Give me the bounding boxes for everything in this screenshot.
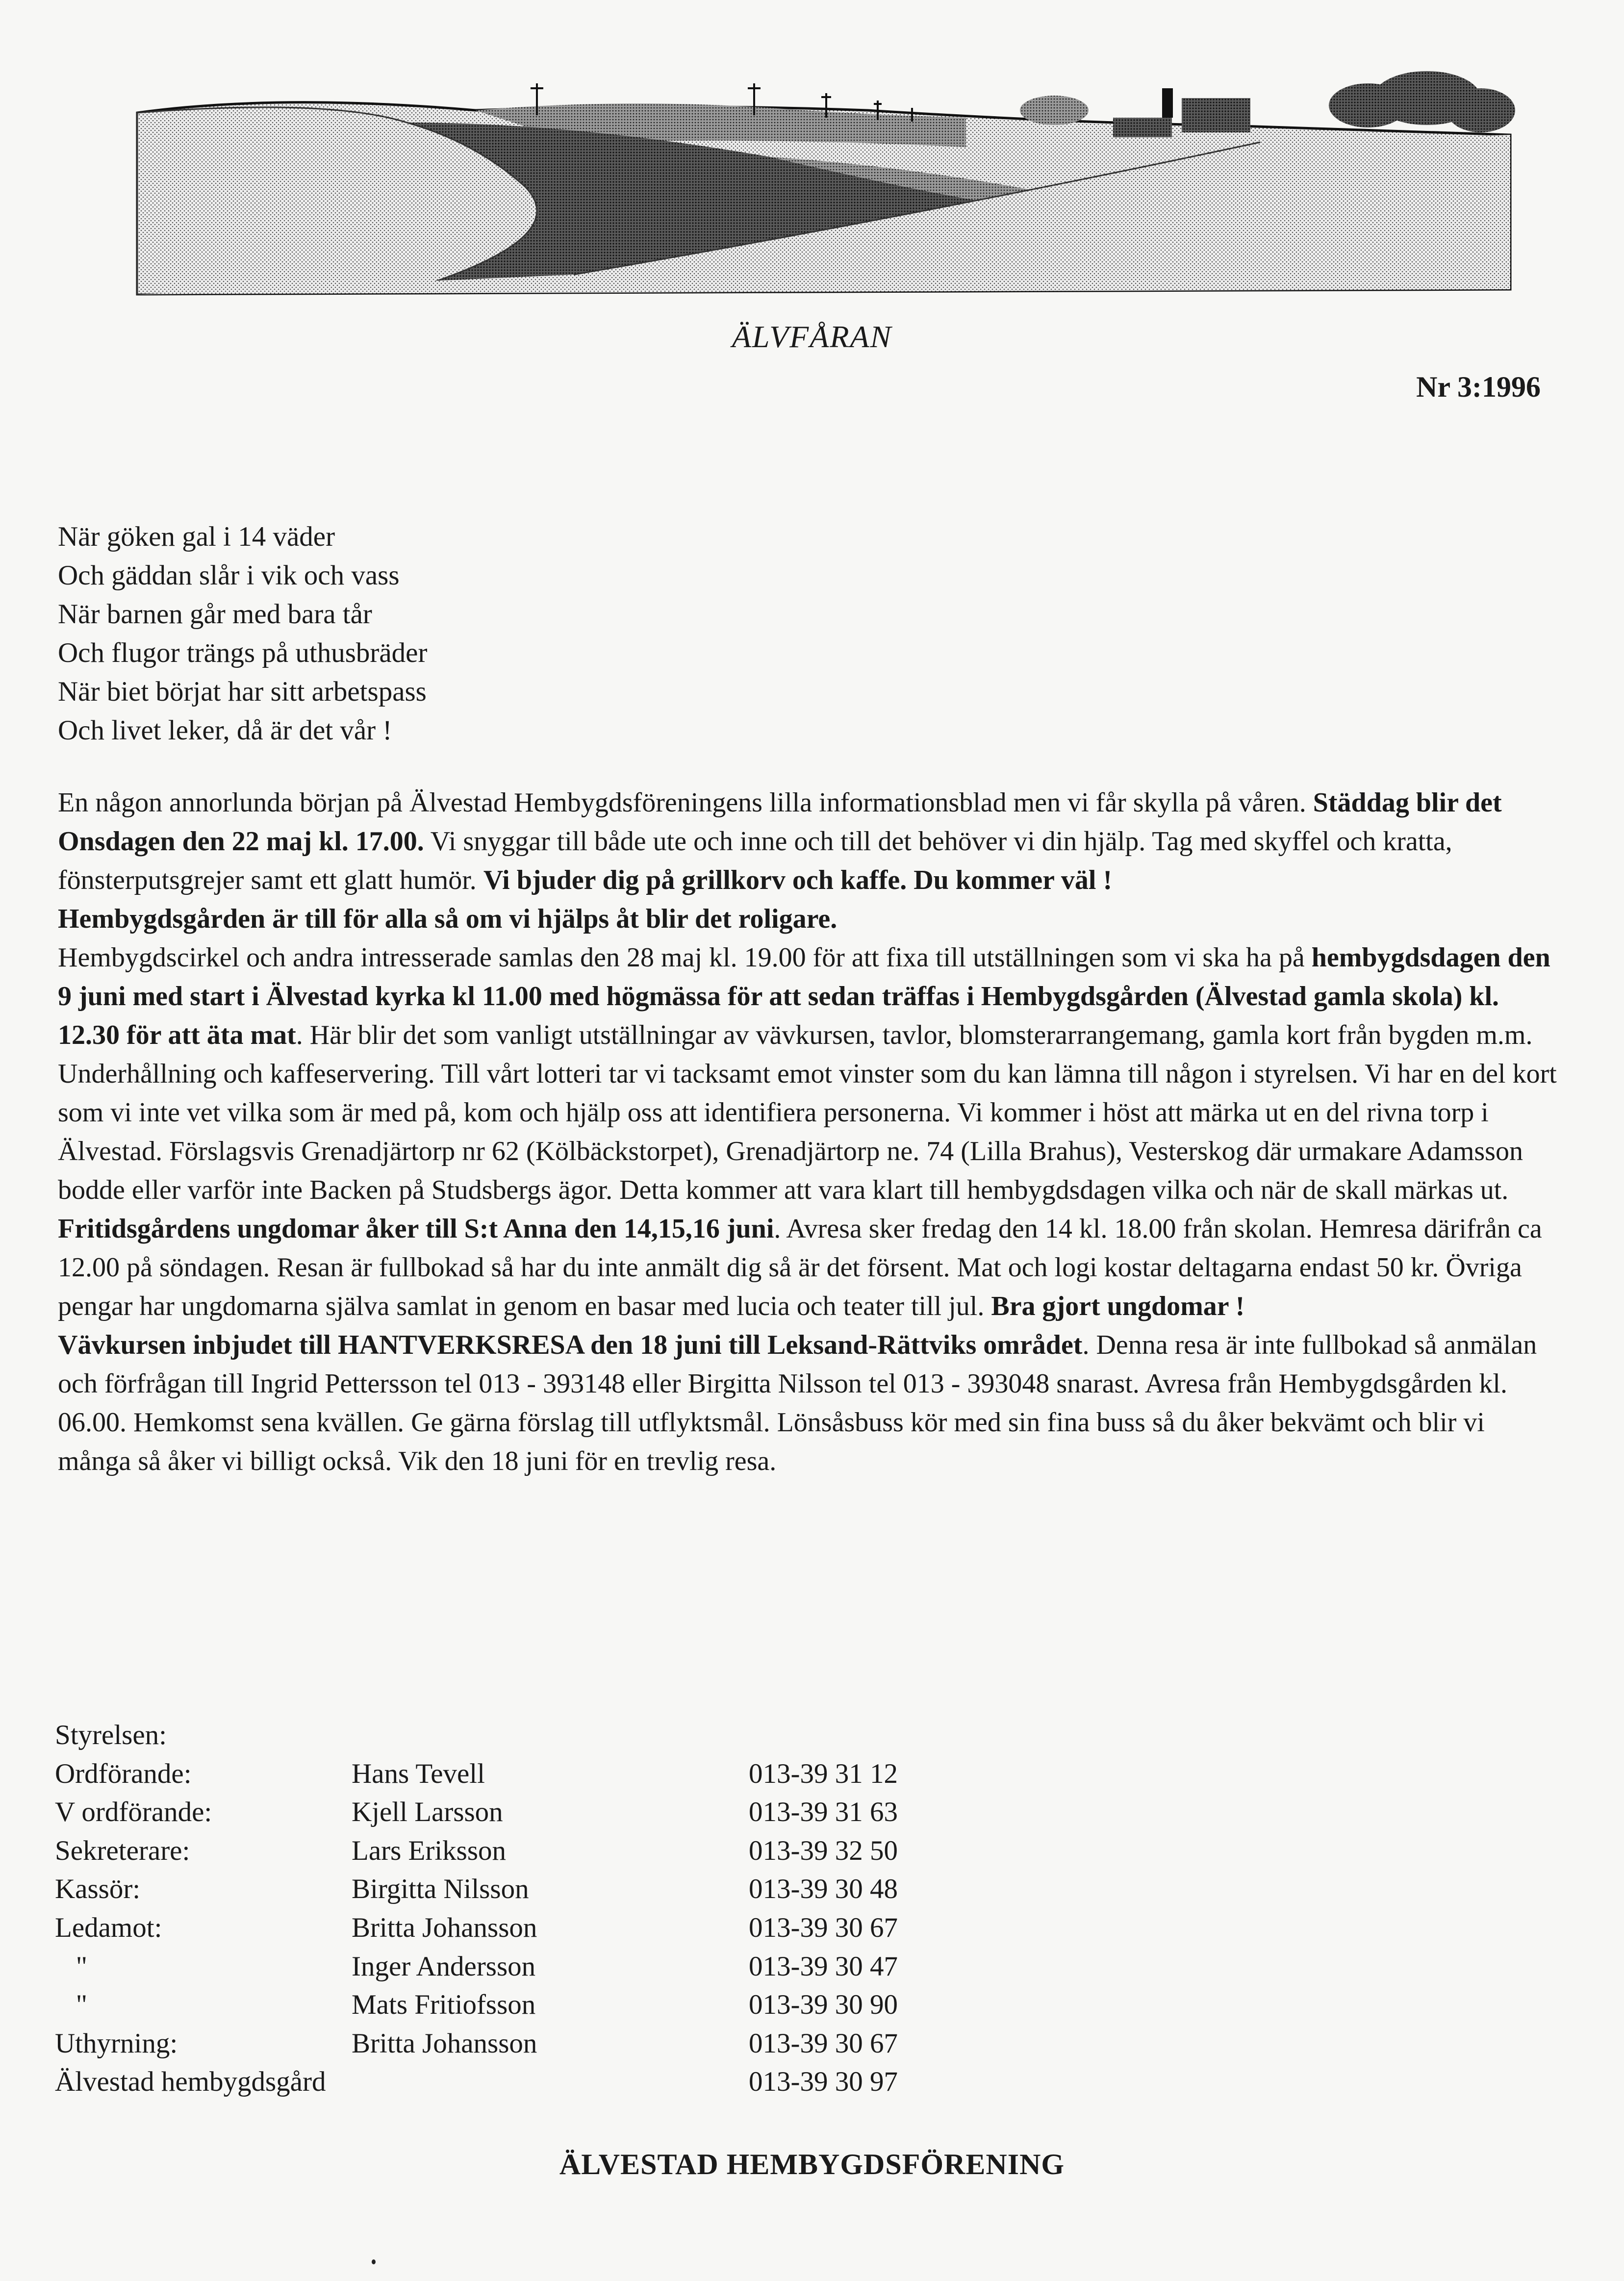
craft-trip-notice: Vävkursen inbjudet till HANTVERKSRESA den 18 juni till Leksand-Rättviks området — [58, 1330, 1083, 1360]
board-row: " Inger Andersson 013-39 30 47 — [55, 1951, 898, 1982]
landscape-illustration — [132, 69, 1515, 299]
article-body — [58, 784, 1558, 1481]
youth-trip-notice: Fritidsgårdens ungdomar åker till S:t Anna den 14,15,16 juni — [58, 1214, 774, 1244]
board-row: Älvestad hembygdsgård 013-39 30 97 — [55, 2066, 898, 2098]
board-list — [55, 1716, 994, 2102]
poem — [58, 517, 427, 750]
board-row: V ordförande: Kjell Larsson 013-39 31 63 — [55, 1797, 898, 1828]
paragraph-hembygdsgarden: Hembygdsgården är till för alla så om vi hjälps åt blir det roligare. — [58, 904, 837, 934]
board-row: Uthyrning: Britta Johansson 013-39 30 67 — [55, 2028, 898, 2059]
heritage-day-notice: hembygdsdagen den 9 juni med start i Älvestad kyrka kl 11.00 med högmässa för att sedan träffas i Hembygdsgården (Älvestad gamla skola) kl. 12.30 för att äta mat — [58, 942, 1550, 1050]
paragraph-fritidsgarden: Fritidsgårdens ungdomar åker till S:t Anna den 14,15,16 juni. Avresa sker fredag den 14 kl. 18.00 från skolan. Hemresa därifrån ca 12.00 på söndagen. Resan är fullbokad så har du inte anmält dig så är det försent. Mat och logi kostar deltagarna endast 50 kr. Övriga pengar har ungdomarna själva samlat in genom en basar med lucia och teater till jul. Bra gjort ungdomar ! — [58, 1214, 1542, 1321]
paragraph-stadddag: En någon annorlunda början på Älvestad Hembygdsföreningens lilla informationsblad men vi får skylla på våren. Städdag blir det Onsdagen den 22 maj kl. 17.00. Vi snyggar till både ute och inne och till det behöver vi din hjälp. Tag med skyffel och kratta, fönsterputsgrejer samt ett glatt humör. Vi bjuder dig på grillkorv och kaffe. Du kommer väl ! — [58, 787, 1502, 895]
paragraph-vavkursen: Vävkursen inbjudet till HANTVERKSRESA den 18 juni till Leksand-Rättviks området. Denna resa är inte fullbokad så anmälan och förfrågan till Ingrid Pettersson tel 013 - 393148 eller Birgitta Nilsson tel 013 - 393048 snarast. Avresa från Hembygdsgården kl. 06.00. Hemkomst sena kvällen. Ge gärna förslag till utflyktsmål. Lönsåsbuss kör med sin fina buss så du åker bekvämt och blir vi många så åker vi billigt också. Vik den 18 juni för en trevlig resa. — [58, 1330, 1537, 1476]
board-heading: Styrelsen: — [55, 1720, 167, 1750]
poem-line: Och livet leker, då är det vår ! — [58, 715, 392, 746]
poem-line: Och gäddan slår i vik och vass — [58, 560, 400, 591]
board-row: Sekreterare: Lars Eriksson 013-39 32 50 — [55, 1835, 898, 1866]
newsletter-title: ÄLVFÅRAN — [732, 319, 892, 354]
poem-line: Och flugor trängs på uthusbräder — [58, 637, 428, 668]
paragraph-hembygdsdagen: Hembygdscirkel och andra intresserade samlas den 28 maj kl. 19.00 för att fixa till utställningen som vi ska ha på hembygdsdagen den 9 juni med start i Älvestad kyrka kl 11.00 med högmässa för att sedan träffas i Hembygdsgården (Älvestad gamla skola) kl. 12.30 för att äta mat. Här blir det som vanligt utställningar av vävkursen, tavlor, blomsterarrangemang, gamla kort från bygden m.m. Underhållning och kaffeservering. Till vårt lotteri tar vi tacksamt emot vinster som du kan lämna till någon i styrelsen. Vi har en del kort som vi inte vet vilka som är med på, kom och hjälp oss att identifiera personerna. Vi kommer i höst att märka ut en del rivna torp i Älvestad. Förslagsvis Grenadjärtorp nr 62 (Kölbäckstorpet), Grenadjärtorp ne. 74 (Lilla Brahus), Vesterskog där urmakare Adamsson bodde eller varför inte Backen på Studsbergs ägor. Detta kommer att vara klart till hembygdsdagen vilka och när de skall märkas ut. — [58, 942, 1557, 1205]
board-row: " Mats Fritiofsson 013-39 30 90 — [55, 1989, 898, 2021]
board-row: Ordförande: Hans Tevell 013-39 31 12 — [55, 1758, 898, 1789]
poem-line: När göken gal i 14 väder — [58, 521, 335, 552]
poem-line: När biet börjat har sitt arbetspass — [58, 676, 427, 707]
board-row: Ledamot: Britta Johansson 013-39 30 67 — [55, 1912, 898, 1943]
print-speck — [372, 2259, 376, 2264]
issue-number: Nr 3:1996 — [1416, 371, 1541, 403]
organization-name: ÄLVESTAD HEMBYGDSFÖRENING — [559, 2148, 1065, 2180]
board-row: Kassör: Birgitta Nilsson 013-39 30 48 — [55, 1874, 898, 1905]
invitation-notice: Vi bjuder dig på grillkorv och kaffe. Du kommer väl ! — [483, 865, 1113, 895]
cleaning-day-notice: Städdag blir det Onsdagen den 22 maj kl. 17.00. — [58, 787, 1502, 857]
poem-line: När barnen går med bara tår — [58, 599, 372, 630]
